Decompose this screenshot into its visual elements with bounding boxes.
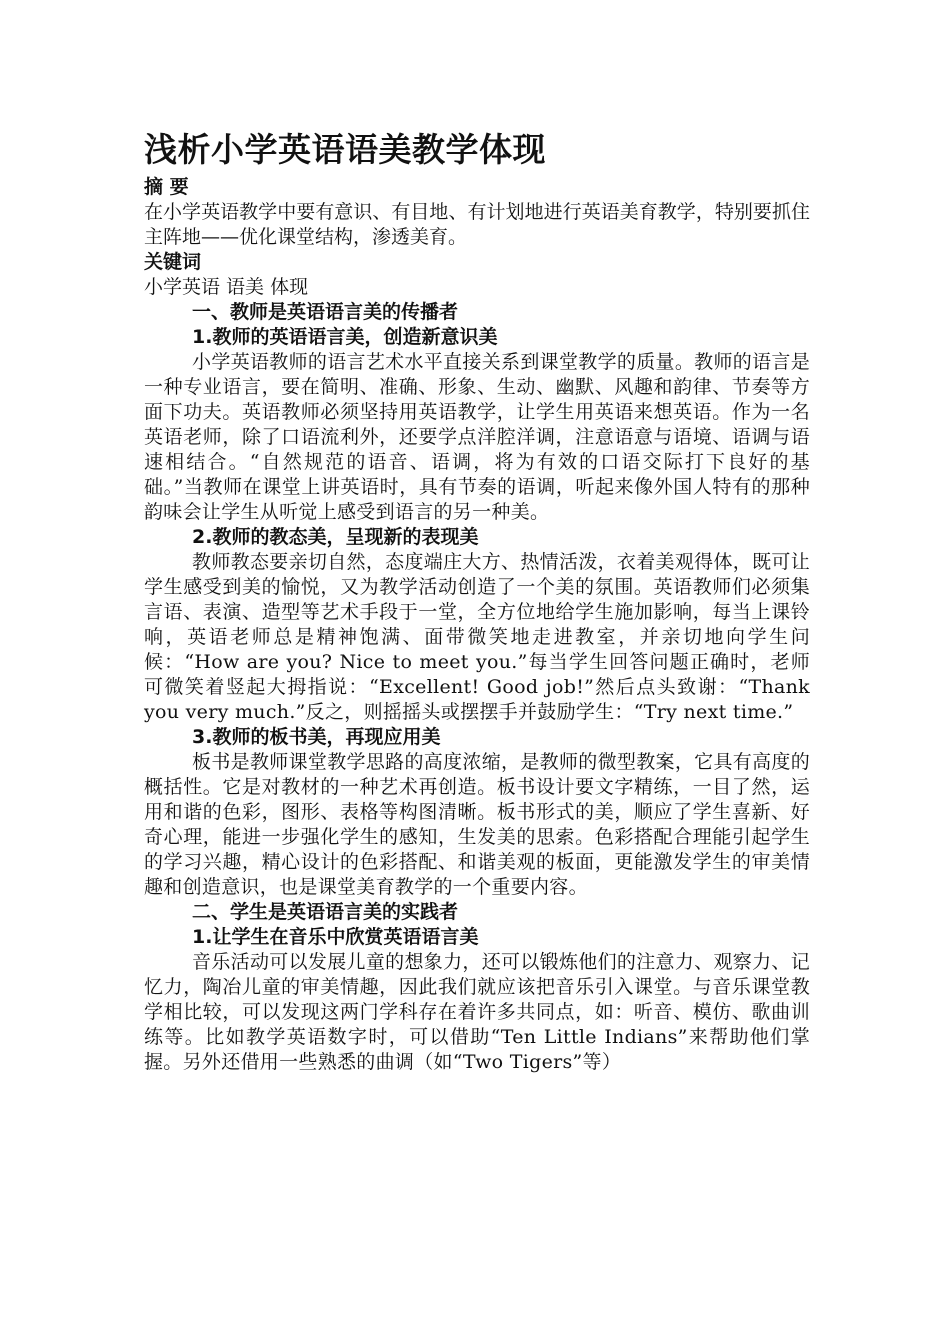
section-1-1-heading: 1.教师的英语语言美，创造新意识美 bbox=[192, 326, 498, 348]
section-1-3-paragraph: 板书是教师课堂教学思路的高度浓缩，是教师的微型教案，它具有高度的概括性。它是对教材的一种艺术再创造。板书设计要文字精练，一目了然，运用和谐的色彩，图形、表格等构图清晰。板书形式的美，顺应了学生喜新、好奇心理，能进一步强化学生的感知，生发美的思索。色彩搭配合理能引起学生的学习兴趣，精心设计的色彩搭配、和谐美观的板面，更能激发学生的审美情趣和创造意识，也是课堂美育教学的一个重要内容。 bbox=[144, 751, 810, 898]
section-2-heading: 二、学生是英语语言美的实践者 bbox=[192, 901, 459, 923]
section-1-2-heading: 2.教师的教态美，呈现新的表现美 bbox=[192, 526, 479, 548]
section-1-heading: 一、教师是英语语言美的传播者 bbox=[192, 301, 459, 323]
section-1-2-paragraph: 教师教态要亲切自然，态度端庄大方、热情活泼，衣着美观得体，既可让学生感受到美的愉悦，又为教学活动创造了一个美的氛围。英语教师们必须集言语、表演、造型等艺术手段于一堂，全方位地给学生施加影响，每当上课铃响，英语老师总是精神饱满、面带微笑地走进教室，并亲切地向学生问候：“How are you? Nice to meet you.”每当学生回答问题正确时，老师可微笑着竖起大拇指说：“Excellent! Good job!”然后点头致谢：“Thank you very much.”反之，则摇摇头或摆摆手并鼓励学生：“Try next time.” bbox=[144, 551, 810, 723]
keywords-text: 小学英语 语美 体现 bbox=[144, 276, 309, 298]
abstract-label: 摘 要 bbox=[144, 176, 189, 198]
keywords-label: 关键词 bbox=[144, 251, 202, 273]
document-page bbox=[144, 128, 810, 1075]
section-1-1-paragraph: 小学英语教师的语言艺术水平直接关系到课堂教学的质量。教师的语言是一种专业语言，要在简明、准确、形象、生动、幽默、风趣和韵律、节奏等方面下功夫。英语教师必须坚持用英语教学，让学生用英语来想英语。作为一名英语老师，除了口语流利外，还要学点洋腔洋调，注意语意与语境、语调与语速相结合。“自然规范的语音、语调，将为有效的口语交际打下良好的基础。”当教师在课堂上讲英语时，具有节奏的语调，听起来像外国人特有的那种韵味会让学生从听觉上感受到语言的另一种美。 bbox=[144, 351, 810, 523]
section-2-1-heading: 1.让学生在音乐中欣赏英语语言美 bbox=[192, 926, 479, 948]
abstract-text: 在小学英语教学中要有意识、有目地、有计划地进行英语美育教学，特别要抓住主阵地——优化课堂结构，渗透美育。 bbox=[144, 201, 810, 248]
document-title: 浅析小学英语语美教学体现 bbox=[144, 130, 546, 169]
section-2-1-paragraph: 音乐活动可以发展儿童的想象力，还可以锻炼他们的注意力、观察力、记忆力，陶冶儿童的审美情趣，因此我们就应该把音乐引入课堂。与音乐课堂教学相比较，可以发现这两门学科存在着许多共同点，如：听音、模仿、歌曲训练等。比如教学英语数字时，可以借助“Ten Little Indians”来帮助他们掌握。另外还借用一些熟悉的曲调（如“Two Tigers”等） bbox=[144, 951, 810, 1073]
section-1-3-heading: 3.教师的板书美，再现应用美 bbox=[192, 726, 441, 748]
